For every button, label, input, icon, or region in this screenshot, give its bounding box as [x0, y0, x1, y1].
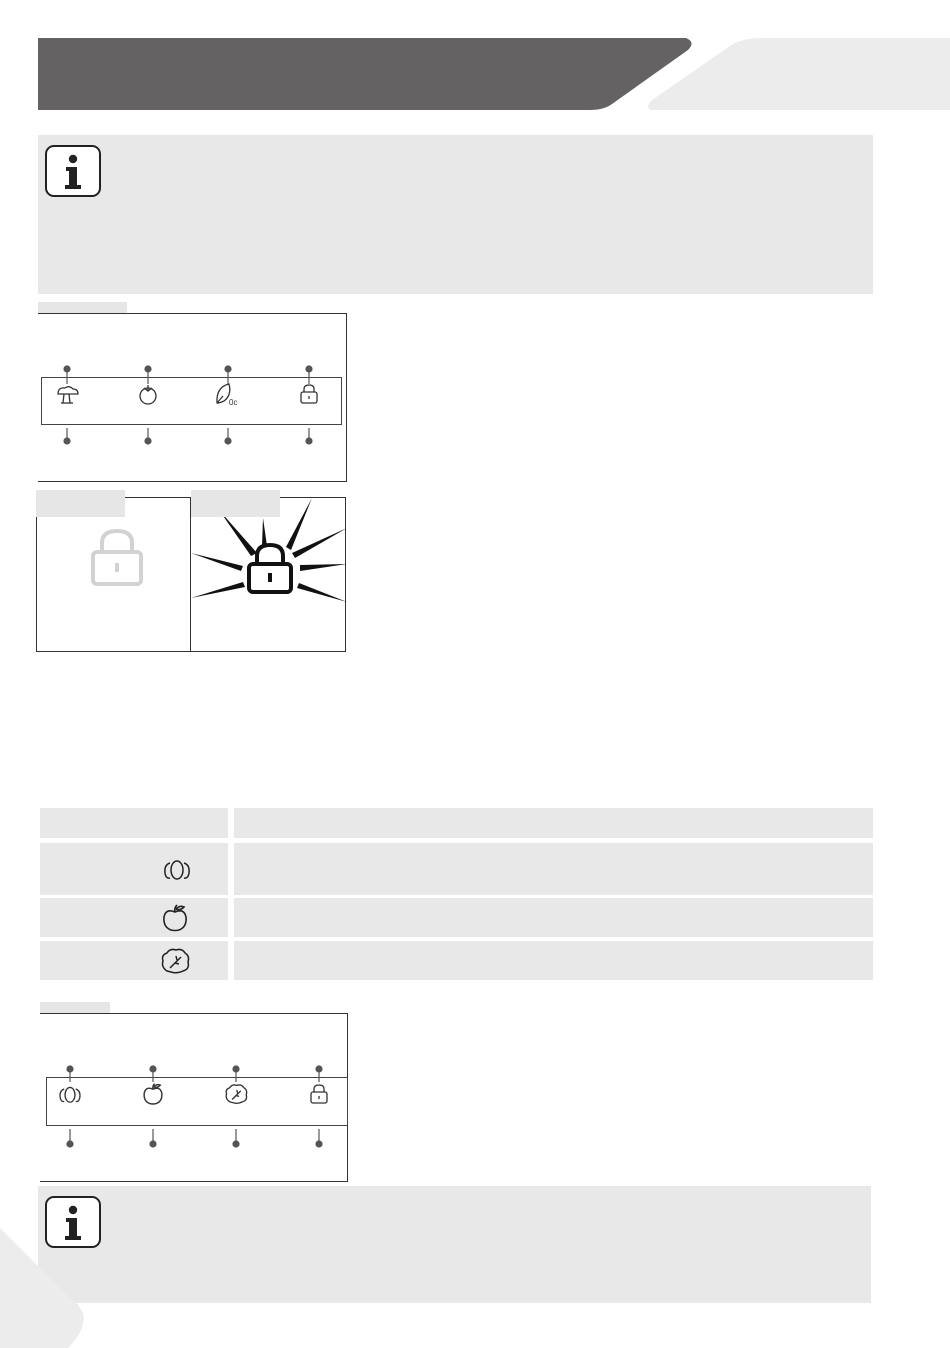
table-row-3-desc [234, 941, 873, 980]
lock-state-figure-b [36, 497, 191, 652]
table-header-col-2 [234, 808, 873, 838]
tomato-icon[interactable] [136, 382, 160, 406]
eggs-icon[interactable] [56, 1084, 84, 1104]
mushroom-icon[interactable] [55, 384, 81, 406]
header-dark-tab [38, 38, 692, 110]
apple-icon [160, 903, 190, 933]
lock-icon[interactable] [308, 1083, 330, 1105]
figure-label-c [191, 490, 280, 517]
table-row-3-label [40, 941, 228, 980]
lock-icon-dim [89, 528, 145, 588]
callout-lines-d [40, 1014, 348, 1183]
lock-icon[interactable] [298, 383, 320, 405]
table-row-2-label [40, 898, 228, 937]
header-light-tab [648, 38, 950, 110]
leaf-0c-icon[interactable] [214, 381, 244, 407]
lock-state-figure-c [190, 497, 346, 652]
table-row-1-desc [234, 843, 873, 895]
control-panel-figure-a [38, 313, 347, 482]
table-header-col-1 [40, 808, 228, 838]
header-shapes [0, 0, 950, 120]
lettuce-icon [159, 947, 191, 975]
note-box-2 [38, 1186, 871, 1303]
note-box-1 [38, 135, 873, 294]
control-panel-figure-d [40, 1013, 348, 1182]
page-corner-tab [0, 1228, 90, 1348]
table-row-1-label [40, 843, 228, 895]
info-icon [44, 144, 102, 198]
lettuce-icon[interactable] [223, 1083, 249, 1105]
apple-icon[interactable] [141, 1082, 165, 1106]
header-banner [0, 0, 950, 120]
eggs-icon [160, 857, 194, 881]
svg-text:0c: 0c [229, 398, 238, 407]
lock-icon-flashing [245, 542, 295, 596]
figure-label-b [36, 490, 125, 517]
table-row-2-desc [234, 898, 873, 937]
